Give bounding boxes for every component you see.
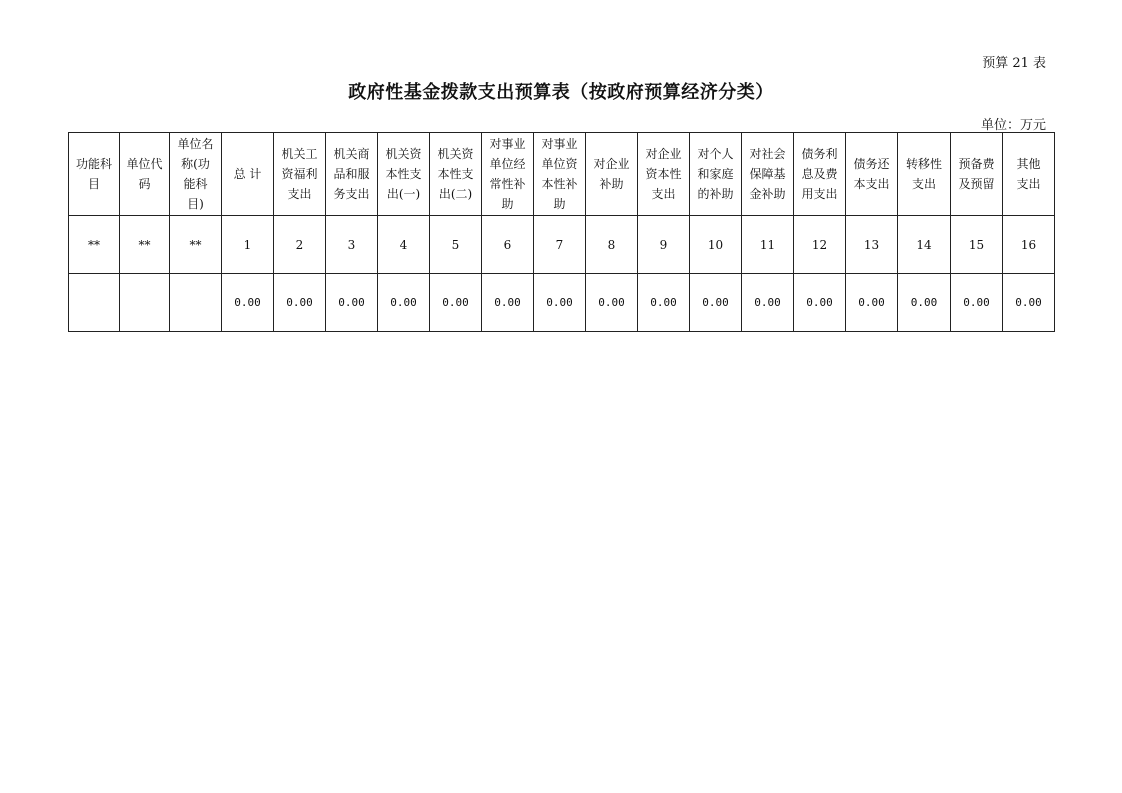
- value-cell: 0.00: [222, 274, 274, 332]
- header-cell: 对事业单位经常性补助: [482, 133, 534, 216]
- header-cell: 机关商品和服务支出: [326, 133, 378, 216]
- header-cell: 对事业单位资本性补助: [534, 133, 586, 216]
- value-cell: 0.00: [1003, 274, 1055, 332]
- form-number: 预算 21 表: [982, 56, 1046, 71]
- page-title: 政府性基金拨款支出预算表（按政府预算经济分类）: [348, 82, 774, 103]
- value-cell: 0.00: [586, 274, 638, 332]
- header-cell: 机关资本性支出(一): [378, 133, 430, 216]
- header-cell: 总 计: [222, 133, 274, 216]
- header-cell: 机关工资福利支出: [274, 133, 326, 216]
- value-cell: 0.00: [378, 274, 430, 332]
- header-cell: 对个人和家庭的补助: [690, 133, 742, 216]
- index-cell: 2: [274, 216, 326, 274]
- index-cell: 6: [482, 216, 534, 274]
- index-cell: 7: [534, 216, 586, 274]
- header-cell: 对企业补助: [586, 133, 638, 216]
- budget-table: [68, 132, 1055, 332]
- column-index-row: [69, 216, 1055, 274]
- index-cell: 15: [951, 216, 1003, 274]
- index-cell: 11: [742, 216, 794, 274]
- value-cell: 0.00: [534, 274, 586, 332]
- index-cell: **: [120, 216, 170, 274]
- index-cell: 3: [326, 216, 378, 274]
- header-cell: 机关资本性支出(二): [430, 133, 482, 216]
- unit-label: 单位：万元: [980, 118, 1046, 133]
- index-cell: 5: [430, 216, 482, 274]
- index-cell: 13: [846, 216, 898, 274]
- index-cell: 8: [586, 216, 638, 274]
- value-cell: 0.00: [430, 274, 482, 332]
- value-cell: [170, 274, 222, 332]
- header-cell: 单位代码: [120, 133, 170, 216]
- index-cell: 10: [690, 216, 742, 274]
- value-cell: 0.00: [742, 274, 794, 332]
- value-cell: 0.00: [898, 274, 951, 332]
- index-cell: **: [170, 216, 222, 274]
- header-cell: 其他支出: [1003, 133, 1055, 216]
- header-cell: 对社会保障基金补助: [742, 133, 794, 216]
- header-cell: 转移性支出: [898, 133, 951, 216]
- value-cell: 0.00: [794, 274, 846, 332]
- index-cell: 4: [378, 216, 430, 274]
- header-cell: 功能科目: [69, 133, 120, 216]
- value-cell: 0.00: [846, 274, 898, 332]
- value-cell: 0.00: [482, 274, 534, 332]
- value-cell: 0.00: [274, 274, 326, 332]
- index-cell: 1: [222, 216, 274, 274]
- value-cell: [69, 274, 120, 332]
- value-cell: 0.00: [690, 274, 742, 332]
- header-cell: 单位名称(功能科目): [170, 133, 222, 216]
- table-row: [69, 274, 1055, 332]
- index-cell: 16: [1003, 216, 1055, 274]
- value-cell: [120, 274, 170, 332]
- index-cell: 9: [638, 216, 690, 274]
- header-cell: 债务利息及费用支出: [794, 133, 846, 216]
- index-cell: 14: [898, 216, 951, 274]
- index-cell: 12: [794, 216, 846, 274]
- value-cell: 0.00: [638, 274, 690, 332]
- header-row: [69, 133, 1055, 216]
- index-cell: **: [69, 216, 120, 274]
- header-cell: 对企业资本性支出: [638, 133, 690, 216]
- value-cell: 0.00: [951, 274, 1003, 332]
- value-cell: 0.00: [326, 274, 378, 332]
- header-cell: 预备费及预留: [951, 133, 1003, 216]
- header-cell: 债务还本支出: [846, 133, 898, 216]
